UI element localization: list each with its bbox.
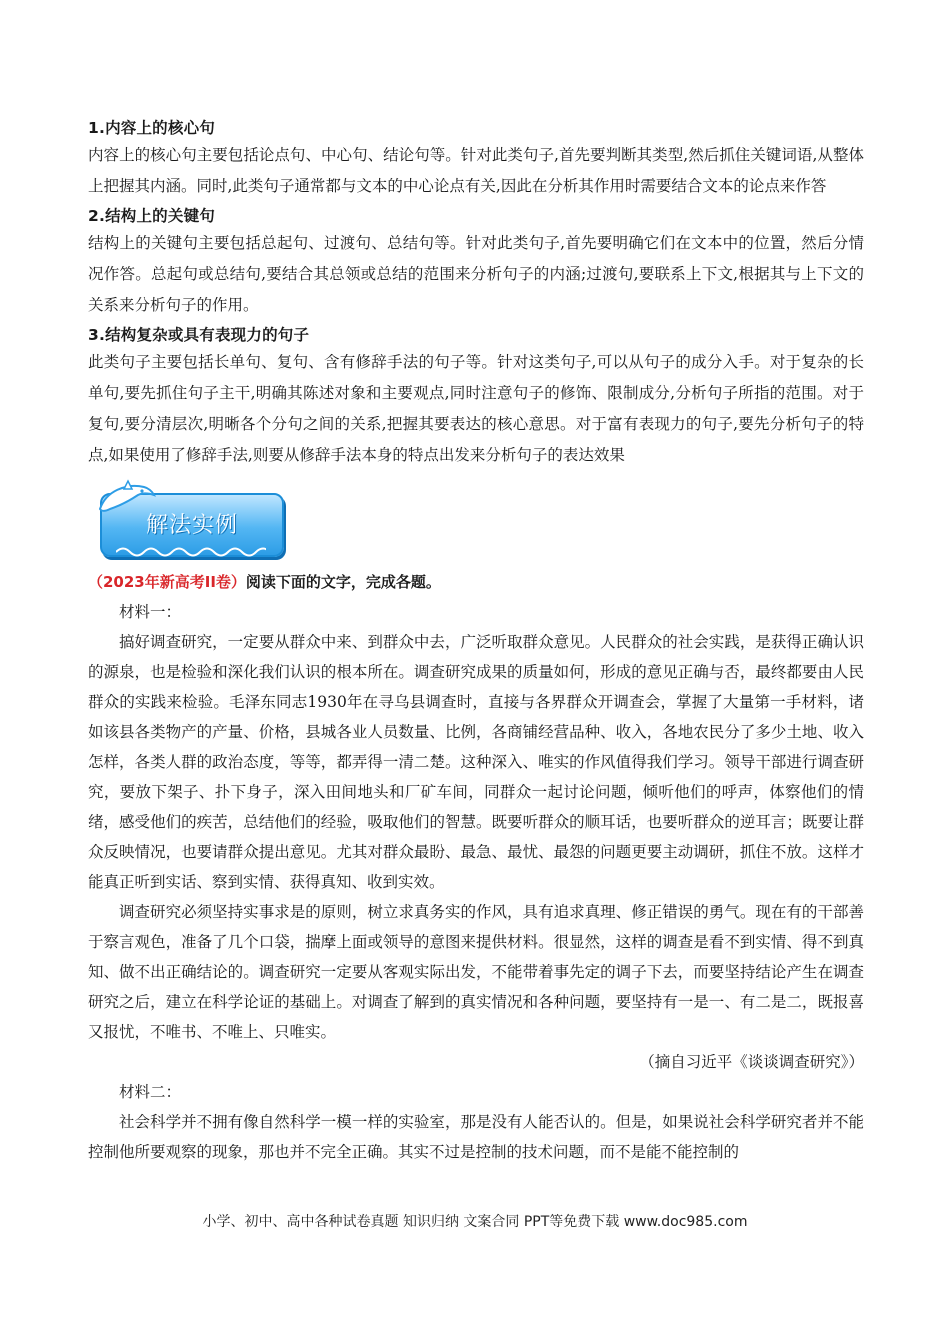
material1-citation: （摘自习近平《谈谈调查研究》） bbox=[639, 1053, 864, 1071]
exam-source: （2023年新高考II卷） bbox=[88, 573, 246, 591]
question-header bbox=[88, 567, 864, 597]
wave-icon bbox=[116, 545, 266, 559]
section3-heading: 3.结构复杂或具有表现力的句子 bbox=[88, 326, 310, 344]
material1-label: 材料一： bbox=[119, 603, 182, 621]
solution-example-banner bbox=[96, 479, 296, 559]
page-footer: 小学、初中、高中各种试卷真题 知识归纳 文案合同 PPT等免费下载 www.doc985.com bbox=[202, 1214, 748, 1230]
material2-paragraph-1: 社会科学并不拥有像自然科学一模一样的实验室，那是没有人能否认的。但是，如果说社会科学研究者并不能控制他所要观察的现象，那也并不完全正确。其实不过是控制的技术问题，而不是能不能控制的 bbox=[88, 1113, 864, 1161]
banner-label: 解法实例 bbox=[145, 513, 238, 538]
material2-label: 材料二： bbox=[119, 1083, 182, 1101]
material1-paragraph-1: 搞好调查研究，一定要从群众中来、到群众中去，广泛听取群众意见。人民群众的社会实践，是获得正确认识的源泉，也是检验和深化我们认识的根本所在。调查研究成果的质量如何，形成的意见正确与否，最终都要由人民群众的实践来检验。毛泽东同志1930年在寻乌县调查时，直接与各界群众开调查会，掌握了大量第一手材料，诸如该县各类物产的产量、价格，县城各业人员数量、比例，各商铺经营品种、收入，各地农民分了多少土地、收入怎样，各类人群的政治态度，等等，都弄得一清二楚。这种深入、唯实的作风值得我们学习。领导干部进行调查研究，要放下架子、扑下身子，深入田间地头和厂矿车间，同群众一起讨论问题，倾听他们的呼声，体察他们的情绪，感受他们的疾苦，总结他们的经验，吸取他们的智慧。既要听群众的顺耳话，也要听群众的逆耳言；既要让群众反映情况，也要请群众提出意见。尤其对群众最盼、最急、最忧、最怨的问题更要主动调研，抓住不放。这样才能真正听到实话、察到实情、获得真知、收到实效。 bbox=[88, 633, 864, 891]
section1-heading: 1.内容上的核心句 bbox=[88, 119, 215, 137]
section1-text: 内容上的核心句主要包括论点句、中心句、结论句等。针对此类句子,首先要判断其类型,然后抓住关键词语,从整体上把握其内涵。同时,此类句子通常都与文本的中心论点有关,因此在分析其作用时需要结合文本的论点来作答 bbox=[88, 146, 864, 195]
section2-heading: 2.结构上的关键句 bbox=[88, 207, 215, 225]
question-prompt: 阅读下面的文字，完成各题。 bbox=[245, 573, 441, 591]
page-content bbox=[88, 116, 864, 1167]
section2-text: 结构上的关键句主要包括总起句、过渡句、总结句等。针对此类句子,首先要明确它们在文本中的位置，然后分情况作答。总起句或总结句,要结合其总领或总结的范围来分析句子的内涵;过渡句,要联系上下文,根据其与上下文的关系来分析句子的作用。 bbox=[88, 234, 864, 314]
material1-paragraph-2: 调查研究必须坚持实事求是的原则，树立求真务实的作风，具有追求真理、修正错误的勇气。现在有的干部善于察言观色，准备了几个口袋，揣摩上面或领导的意图来提供材料。很显然，这样的调查是看不到实情、得不到真知、做不出正确结论的。调查研究一定要从客观实际出发，不能带着事先定的调子下去，而要坚持结论产生在调查研究之后，建立在科学论证的基础上。对调查了解到的真实情况和各种问题，要坚持有一是一、有二是二，既报喜又报忧，不唯书、不唯上、只唯实。 bbox=[88, 903, 864, 1041]
dolphin-icon bbox=[96, 479, 156, 519]
section3-text: 此类句子主要包括长单句、复句、含有修辞手法的句子等。针对这类句子,可以从句子的成分入手。对于复杂的长单句,要先抓住句子主干,明确其陈述对象和主要观点,同时注意句子的修饰、限制成分,分析句子所指的范围。对于复句,要分清层次,明晰各个分句之间的关系,把握其要表达的核心意思。对于富有表现力的句子,要先分析句子的特点,如果使用了修辞手法,则要从修辞手法本身的特点出发来分析句子的表达效果 bbox=[88, 353, 864, 464]
